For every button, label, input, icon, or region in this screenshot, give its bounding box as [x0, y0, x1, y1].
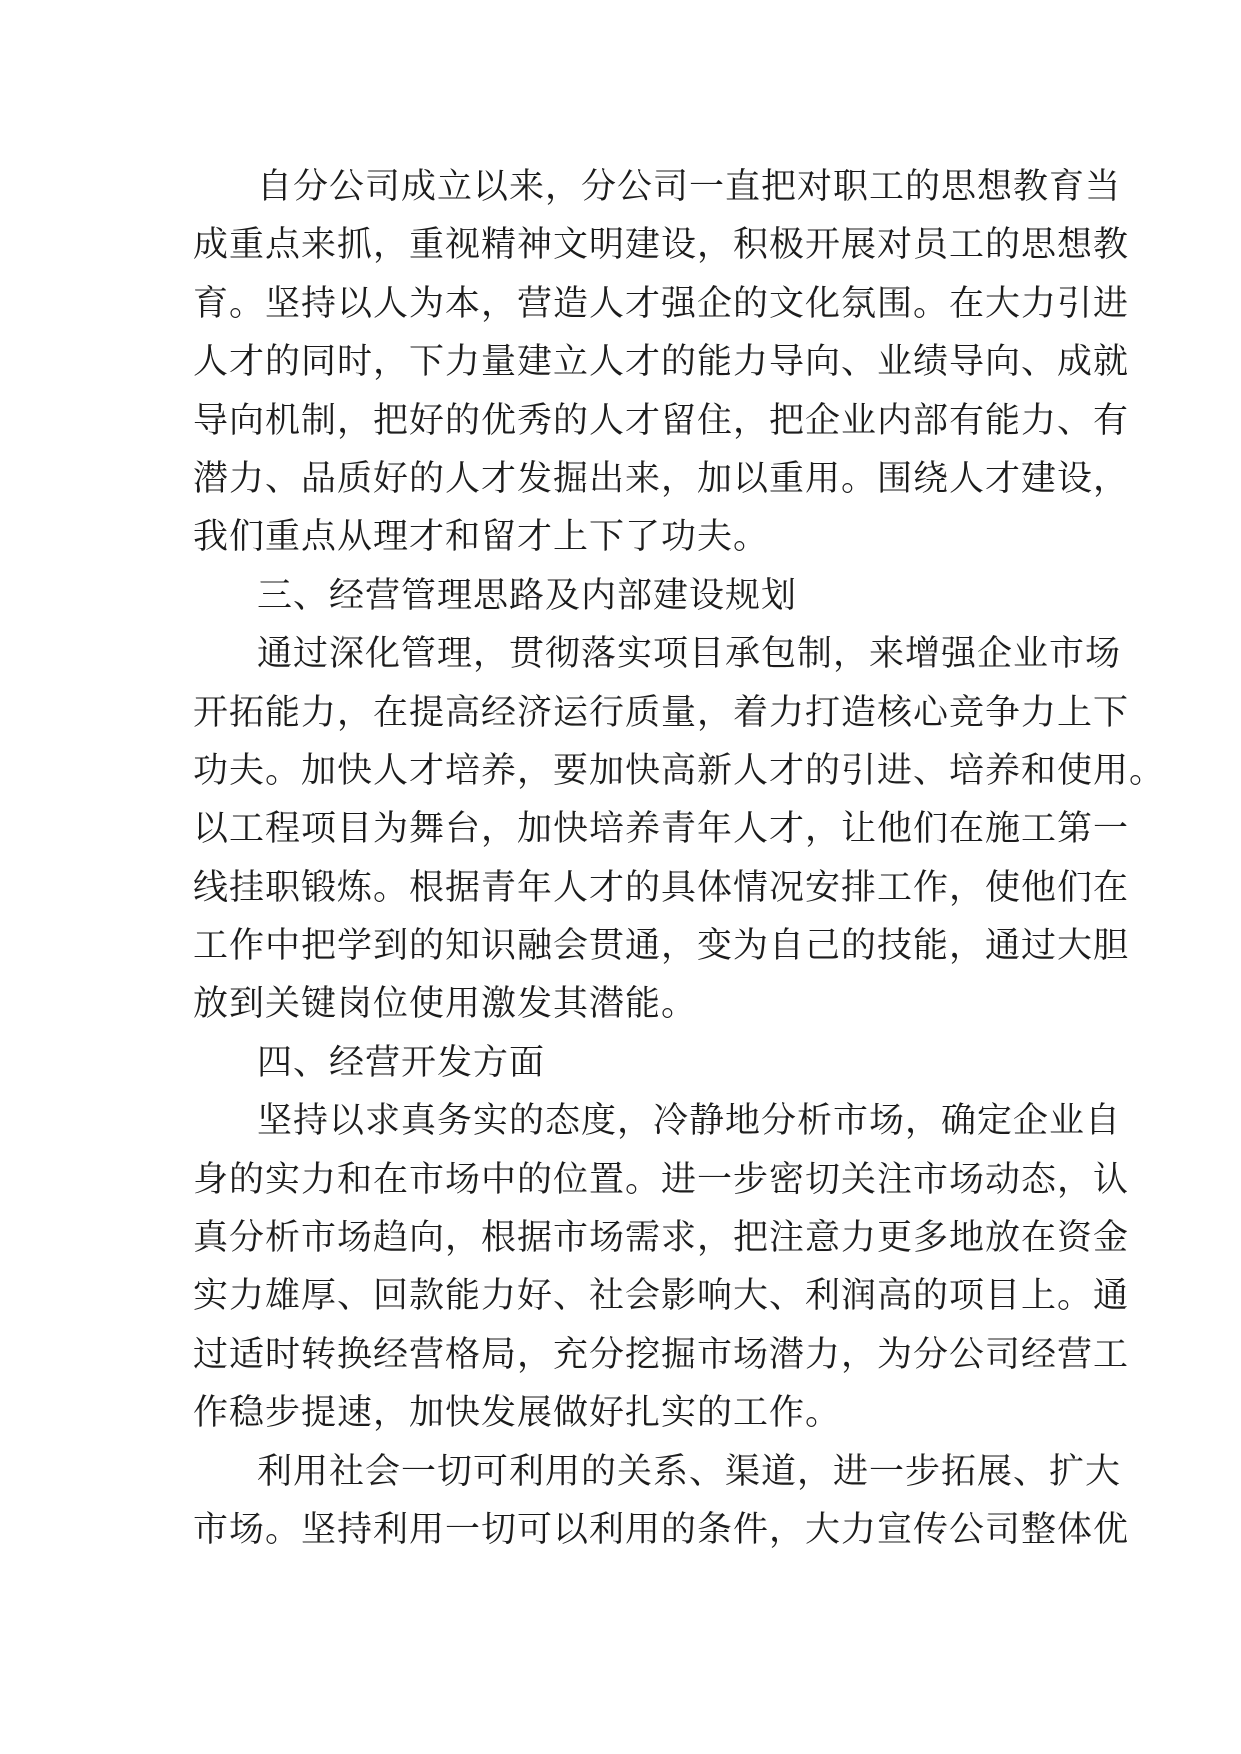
text-line: 坚持以求真务实的态度，冷静地分析市场，确定企业自	[257, 1101, 1122, 1142]
section-heading-management: 三、经营管理思路及内部建设规划	[257, 575, 798, 616]
text-line: 人才的同时，下力量建立人才的能力导向、业绩导向、成就	[193, 342, 1130, 383]
text-line: 实力雄厚、回款能力好、社会影响大、利润高的项目上。通	[193, 1276, 1130, 1317]
text-line: 作稳步提速，加快发展做好扎实的工作。	[193, 1393, 842, 1434]
text-line: 通过深化管理，贯彻落实项目承包制，来增强企业市场	[257, 634, 1122, 675]
paragraph-market-expansion	[193, 1443, 1130, 1560]
text-line: 成重点来抓，重视精神文明建设，积极开展对员工的思想教	[193, 225, 1130, 266]
text-line: 以工程项目为舞台，加快培养青年人才，让他们在施工第一	[193, 809, 1130, 850]
text-line: 放到关键岗位使用激发其潜能。	[193, 984, 698, 1025]
text-line: 市场。坚持利用一切可以利用的条件，大力宣传公司整体优	[193, 1509, 1130, 1550]
document-body	[193, 158, 1166, 1559]
text-line: 潜力、品质好的人才发掘出来，加以重用。围绕人才建设，	[193, 458, 1130, 499]
paragraph-management-plan	[193, 625, 1166, 1034]
text-line: 自分公司成立以来，分公司一直把对职工的思想教育当	[257, 167, 1122, 207]
text-line: 线挂职锻炼。根据青年人才的具体情况安排工作，使他们在	[193, 867, 1130, 908]
text-line: 功夫。加快人才培养，要加快高新人才的引进、培养和使用。	[193, 750, 1166, 791]
text-line: 开拓能力，在提高经济运行质量，着力打造核心竞争力上下	[193, 692, 1130, 733]
section-heading-business-development: 四、经营开发方面	[257, 1042, 546, 1083]
text-line: 工作中把学到的知识融会贯通，变为自己的技能，通过大胆	[193, 926, 1130, 967]
text-line: 真分析市场趋向，根据市场需求，把注意力更多地放在资金	[193, 1218, 1130, 1259]
paragraph-talent-education	[193, 158, 1130, 567]
text-line: 身的实力和在市场中的位置。进一步密切关注市场动态，认	[193, 1159, 1130, 1200]
paragraph-market-analysis	[193, 1092, 1130, 1442]
text-line: 我们重点从理才和留才上下了功夫。	[193, 517, 770, 558]
text-line: 利用社会一切可利用的关系、渠道，进一步拓展、扩大	[257, 1451, 1122, 1492]
text-line: 过适时转换经营格局，充分挖掘市场潜力，为分公司经营工	[193, 1334, 1130, 1375]
text-line: 育。坚持以人为本，营造人才强企的文化氛围。在大力引进	[193, 283, 1130, 324]
text-line: 导向机制，把好的优秀的人才留住，把企业内部有能力、有	[193, 400, 1130, 441]
